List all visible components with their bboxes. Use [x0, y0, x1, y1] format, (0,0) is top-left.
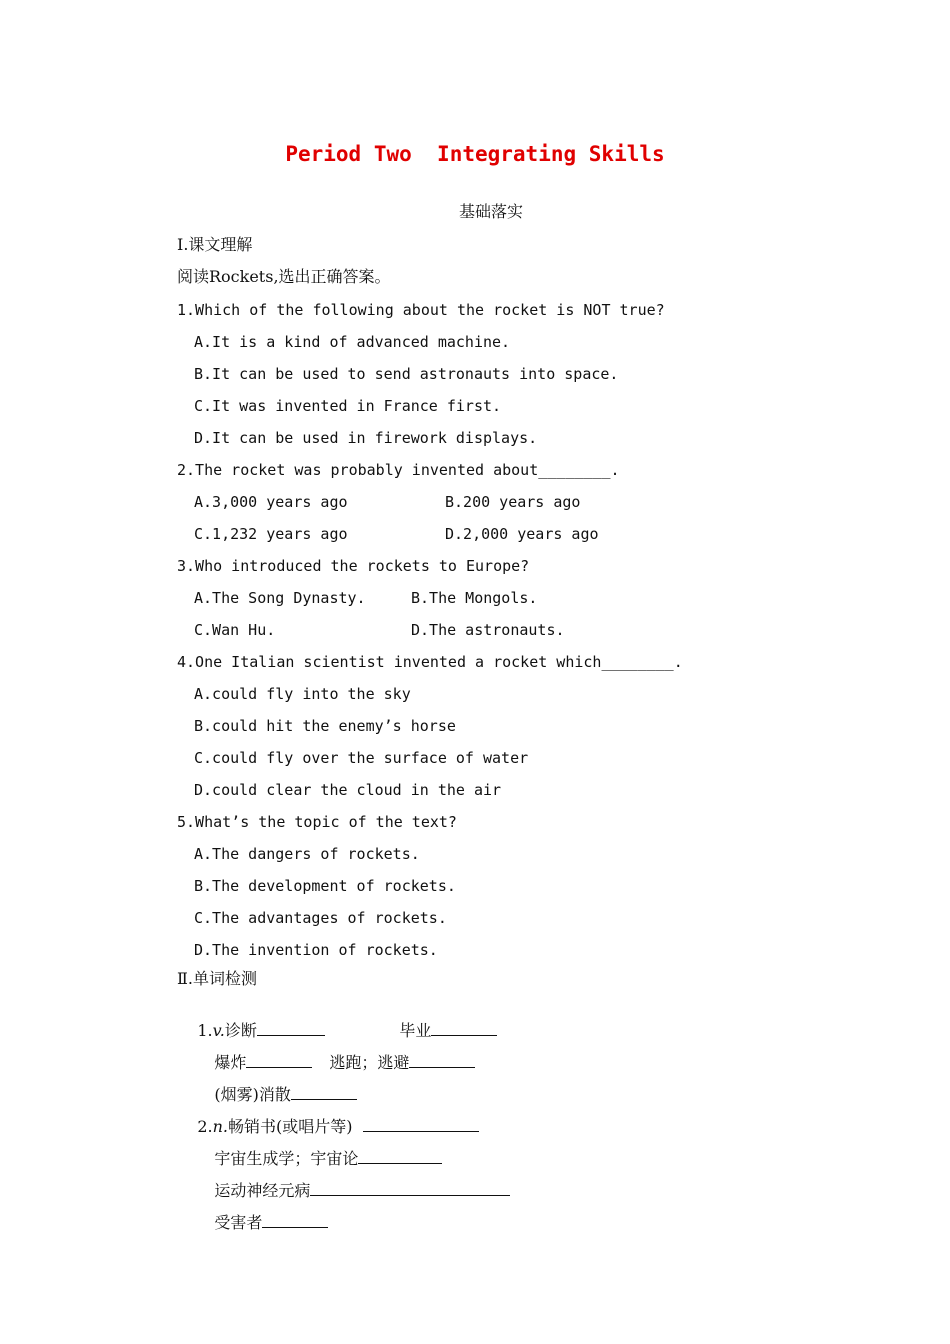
question-3-option-b: B.The Mongols. — [411, 589, 538, 607]
question-4-stem: 4.One Italian scientist invented a rocket which________. — [177, 653, 683, 671]
page-title: Period Two Integrating Skills — [285, 142, 665, 166]
vocab-item-2-row-4 — [194, 1193, 328, 1253]
vocab-word-motor-neurone-disease: 运动神经元病 — [214, 1181, 311, 1200]
vocab-item-1-pos: v. — [212, 1021, 225, 1040]
question-5-option-b: B.The development of rockets. — [194, 877, 456, 895]
vocab-item-2-number: 2. — [197, 1117, 213, 1136]
question-5-stem: 5.What’s the topic of the text? — [177, 813, 457, 831]
question-5-option-c: C.The advantages of rockets. — [194, 909, 447, 927]
question-4-option-a: A.could fly into the sky — [194, 685, 411, 703]
question-4-option-b: B.could hit the enemy’s horse — [194, 717, 456, 735]
question-2-option-a: A.3,000 years ago — [194, 493, 348, 511]
vocab-word-victim: 受害者 — [214, 1213, 263, 1232]
question-2-option-d: D.2,000 years ago — [445, 525, 599, 543]
part1-heading: Ⅰ.课文理解 — [177, 235, 253, 254]
question-1-stem: 1.Which of the following about the rocket is NOT true? — [177, 301, 665, 319]
vocab-word-diagnose: 诊断 — [224, 1021, 257, 1040]
question-3-option-c: C.Wan Hu. — [194, 621, 276, 639]
vocab-word-disperse: (烟雾)消散 — [214, 1085, 291, 1104]
question-1-option-d: D.It can be used in firework displays. — [194, 429, 538, 447]
answer-blank[interactable] — [262, 1213, 328, 1228]
question-4-option-c: C.could fly over the surface of water — [194, 749, 529, 767]
vocab-item-1-number: 1. — [197, 1021, 213, 1040]
vocab-word-bestseller: 畅销书(或唱片等) — [228, 1117, 353, 1136]
vocab-word-cosmogony: 宇宙生成学；宇宙论 — [214, 1149, 359, 1168]
question-3-stem: 3.Who introduced the rockets to Europe? — [177, 557, 530, 575]
question-1-option-b: B.It can be used to send astronauts into space. — [194, 365, 619, 383]
question-1-option-c: C.It was invented in France first. — [194, 397, 502, 415]
answer-blank[interactable] — [310, 1181, 510, 1196]
question-3-option-d: D.The astronauts. — [411, 621, 565, 639]
vocab-word-escape: 逃跑；逃避 — [329, 1053, 410, 1072]
question-5-option-a: A.The dangers of rockets. — [194, 845, 420, 863]
vocab-item-2-pos: n. — [212, 1117, 228, 1136]
question-4-option-d: D.could clear the cloud in the air — [194, 781, 502, 799]
question-2-stem: 2.The rocket was probably invented about________. — [177, 461, 620, 479]
question-3-option-a: A.The Song Dynasty. — [194, 589, 366, 607]
vocab-word-graduate: 毕业 — [399, 1021, 432, 1040]
question-5-option-d: D.The invention of rockets. — [194, 941, 438, 959]
part2-heading: Ⅱ.单词检测 — [177, 969, 257, 988]
vocab-word-explode: 爆炸 — [214, 1053, 247, 1072]
question-1-option-a: A.It is a kind of advanced machine. — [194, 333, 511, 351]
section-label: 基础落实 — [458, 202, 523, 221]
answer-blank[interactable] — [409, 1053, 475, 1068]
question-2-option-b: B.200 years ago — [445, 493, 581, 511]
part1-instruction: 阅读Rockets,选出正确答案。 — [177, 267, 391, 286]
question-2-option-c: C.1,232 years ago — [194, 525, 348, 543]
